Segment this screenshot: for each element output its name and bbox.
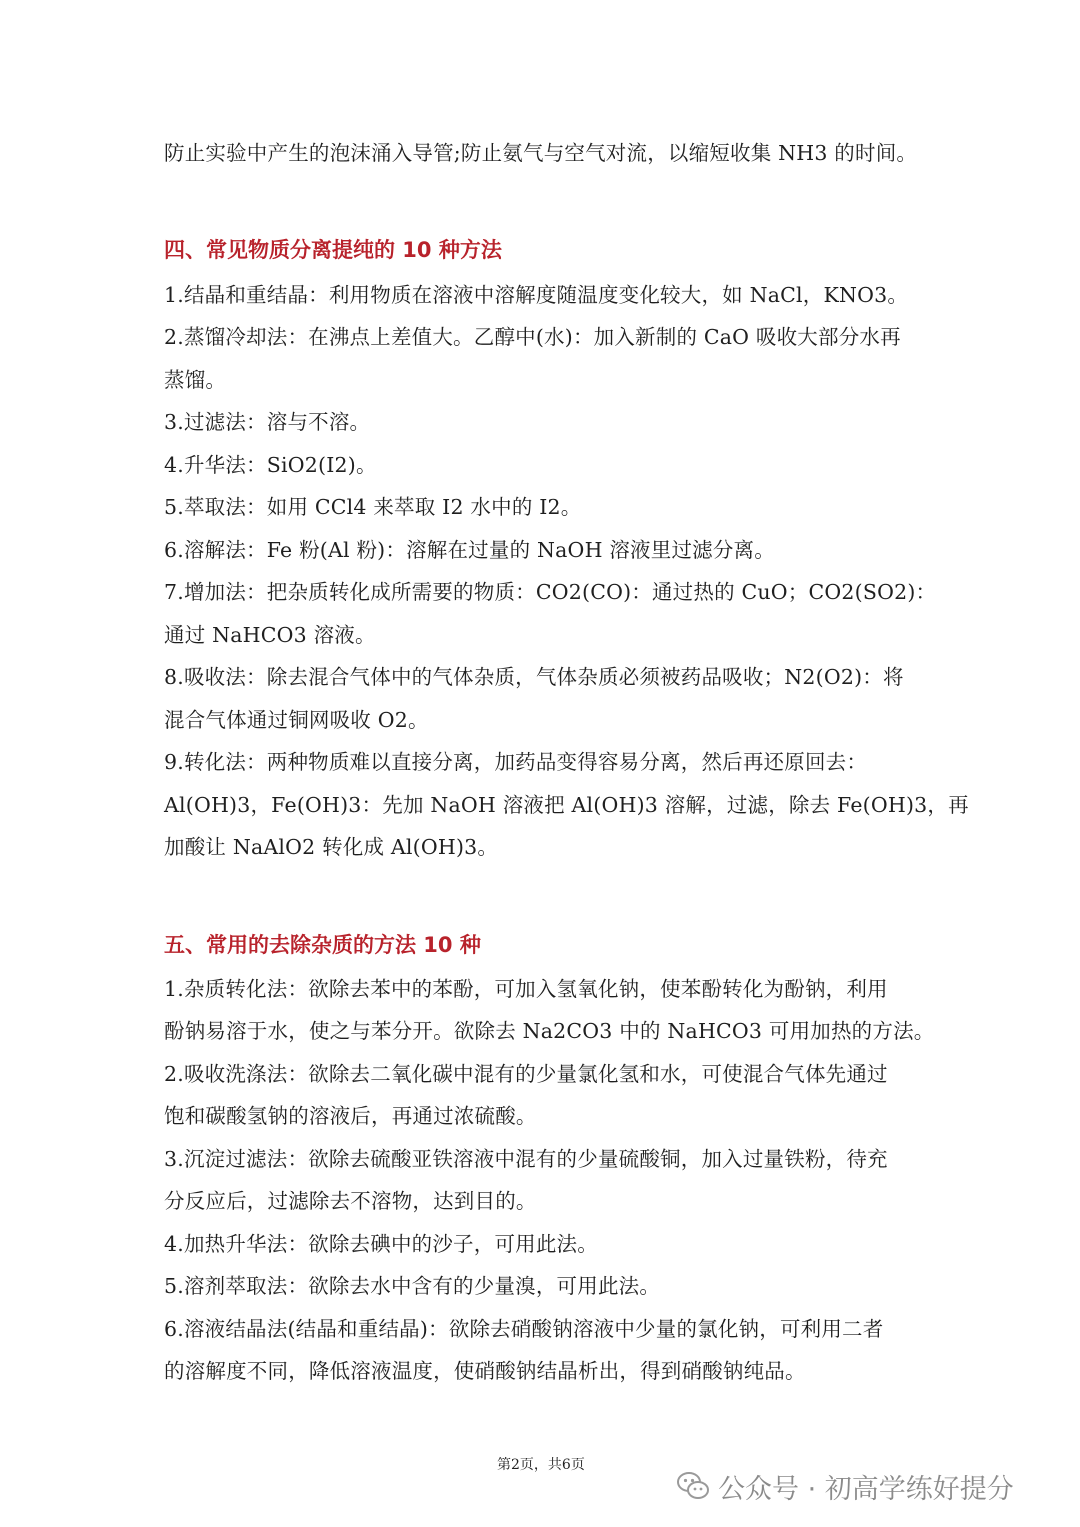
section-4-heading: 四、常见物质分离提纯的 10 种方法: [164, 238, 502, 262]
section-4-line: 7.增加法：把杂质转化成所需要的物质：CO2(CO)：通过热的 CuO；CO2(SO2)：: [164, 580, 937, 604]
section-5-line: 饱和碳酸氢钠的溶液后，再通过浓硫酸。: [164, 1104, 537, 1128]
section-5-line: 2.吸收洗涤法：欲除去二氧化碳中混有的少量氯化氢和水，可使混合气体先通过: [164, 1062, 888, 1086]
wechat-watermark: [676, 1465, 1014, 1507]
section-4-line: 6.溶解法：Fe 粉(Al 粉)：溶解在过量的 NaOH 溶液里过滤分离。: [164, 538, 775, 562]
section-5-line: 5.溶剂萃取法：欲除去水中含有的少量溴，可用此法。: [164, 1274, 661, 1298]
section-5-line: 1.杂质转化法：欲除去苯中的苯酚，可加入氢氧化钠，使苯酚转化为酚钠，利用: [164, 977, 888, 1001]
section-5-line: 酚钠易溶于水，使之与苯分开。欲除去 Na2CO3 中的 NaHCO3 可用加热的方法。: [164, 1019, 935, 1043]
section-4-line: 4.升华法：SiO2(I2)。: [164, 453, 377, 477]
section-5-line: 6.溶液结晶法(结晶和重结晶)：欲除去硝酸钠溶液中少量的氯化钠，可利用二者: [164, 1317, 884, 1341]
section-4-line: 9.转化法：两种物质难以直接分离，加药品变得容易分离，然后再还原回去：: [164, 750, 868, 774]
section-4-line: 通过 NaHCO3 溶液。: [164, 623, 376, 647]
section-4-line: 加酸让 NaAlO2 转化成 Al(OH)3。: [164, 835, 499, 859]
watermark-text: 公众号 · 初高学练好提分: [718, 1473, 1014, 1505]
section-4-line: 2.蒸馏冷却法：在沸点上差值大。乙醇中(水)：加入新制的 CaO 吸收大部分水再: [164, 325, 901, 349]
section-5-line: 4.加热升华法：欲除去碘中的沙子，可用此法。: [164, 1232, 598, 1256]
section-5-line: 3.沉淀过滤法：欲除去硫酸亚铁溶液中混有的少量硫酸铜，加入过量铁粉，待充: [164, 1147, 888, 1171]
section-4-line: 1.结晶和重结晶：利用物质在溶液中溶解度随温度变化较大，如 NaCl，KNO3。: [164, 283, 909, 307]
wechat-icon: [676, 1469, 710, 1503]
section-5-line: 的溶解度不同，降低溶液温度，使硝酸钠结晶析出，得到硝酸钠纯品。: [164, 1359, 806, 1383]
section-5-heading: 五、常用的去除杂质的方法 10 种: [164, 933, 481, 957]
section-4-line: 8.吸收法：除去混合气体中的气体杂质，气体杂质必须被药品吸收；N2(O2)：将: [164, 665, 904, 689]
section-4-line: 3.过滤法：溶与不溶。: [164, 410, 371, 434]
section-4-line: 5.萃取法：如用 CCl4 来萃取 I2 水中的 I2。: [164, 495, 582, 519]
section-4-line: Al(OH)3，Fe(OH)3：先加 NaOH 溶液把 Al(OH)3 溶解，过滤，除去 Fe(OH)3，再: [164, 793, 969, 817]
section-4-line: 蒸馏。: [164, 368, 227, 392]
section-4-line: 混合气体通过铜网吸收 O2。: [164, 708, 429, 732]
page-indicator: 第2页，共6页: [497, 1457, 585, 1473]
intro-text-line: 防止实验中产生的泡沫涌入导管;防止氨气与空气对流，以缩短收集 NH3 的时间。: [164, 141, 918, 165]
section-5-line: 分反应后，过滤除去不溶物，达到目的。: [164, 1189, 537, 1213]
